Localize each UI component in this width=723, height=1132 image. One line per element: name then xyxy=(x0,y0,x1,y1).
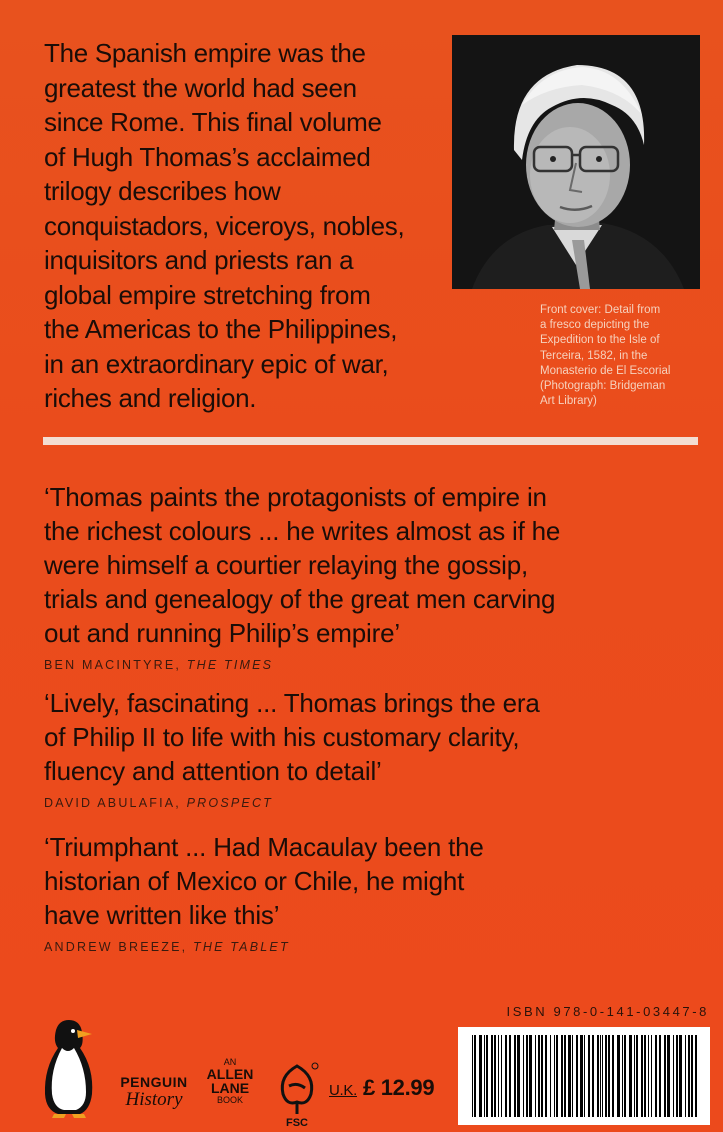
barcode-bar xyxy=(634,1035,635,1117)
barcode-bar xyxy=(673,1035,674,1117)
barcode-bar xyxy=(648,1035,649,1117)
brand-name: PENGUIN xyxy=(120,1074,188,1090)
price-amount: £ 12.99 xyxy=(362,1075,435,1100)
quote-line: ‘Lively, fascinating ... Thomas brings the era xyxy=(44,688,540,718)
barcode-bars xyxy=(458,1027,710,1125)
barcode-bar xyxy=(550,1035,551,1117)
blurb-line: conquistadors, viceroys, nobles, xyxy=(44,210,405,241)
barcode-bar xyxy=(486,1035,488,1117)
barcode-bar xyxy=(538,1035,540,1117)
allen-an: AN xyxy=(223,1057,237,1067)
quote-line: ‘Triumphant ... Had Macaulay been the xyxy=(44,832,484,862)
quote-attribution xyxy=(44,940,684,954)
blurb-line: riches and religion. xyxy=(44,383,257,413)
barcode-bar xyxy=(517,1035,520,1117)
blurb-line: trilogy describes how xyxy=(44,176,281,206)
barcode-bar xyxy=(588,1035,590,1117)
quote-line: have written like this’ xyxy=(44,900,280,930)
barcode-bar xyxy=(561,1035,563,1117)
quote-line: historian of Mexico or Chile, he might xyxy=(44,866,465,896)
barcode-bar xyxy=(572,1035,573,1117)
fsc-logo-icon xyxy=(273,1060,321,1128)
author-portrait-image xyxy=(452,35,700,289)
quote-line: of Philip II to life with his customary clarity, xyxy=(44,722,520,752)
barcode-bar xyxy=(529,1035,532,1117)
barcode-bar xyxy=(679,1035,682,1117)
barcode-bar xyxy=(629,1035,632,1117)
caption-line: Terceira, 1582, in the xyxy=(540,349,648,362)
caption-line: (Photograph: Bridgeman xyxy=(540,380,666,393)
barcode-bar xyxy=(664,1035,666,1117)
caption-line: Art Library) xyxy=(540,395,597,408)
quote-attribution xyxy=(44,796,684,810)
quote-line: were himself a courtier relaying the gossip, xyxy=(44,550,528,580)
barcode-bar xyxy=(523,1035,524,1117)
barcode-bar xyxy=(667,1035,670,1117)
reviewer-name: ANDREW BREEZE, xyxy=(44,940,193,954)
barcode-bar xyxy=(491,1035,493,1117)
barcode-bar xyxy=(617,1035,620,1117)
barcode-bar xyxy=(584,1035,585,1117)
caption-line: a fresco depicting the xyxy=(540,319,650,332)
blurb-line: the Americas to the Philippines, xyxy=(44,314,398,344)
barcode-bar xyxy=(641,1035,643,1117)
barcode-bar xyxy=(688,1035,690,1117)
allen-book: BOOK xyxy=(216,1095,243,1105)
barcode-bar xyxy=(501,1035,502,1117)
blurb-line: of Hugh Thomas’s acclaimed xyxy=(44,141,371,172)
barcode-bar xyxy=(556,1035,558,1117)
divider xyxy=(43,437,698,445)
barcode-bar xyxy=(545,1035,547,1117)
allen-lane-mark xyxy=(200,1057,260,1105)
price-region: U.K. xyxy=(329,1082,357,1099)
barcode-bar xyxy=(602,1035,603,1117)
isbn-number: ISBN 978-0-141-03447-8 xyxy=(506,1004,709,1019)
barcode-bar xyxy=(580,1035,583,1117)
barcode-bar xyxy=(691,1035,693,1117)
quote-line: fluency and attention to detail’ xyxy=(44,756,382,786)
barcode-bar xyxy=(474,1035,476,1117)
publication: PROSPECT xyxy=(186,796,274,810)
barcode-bar xyxy=(695,1035,697,1117)
barcode-bar xyxy=(472,1035,473,1117)
barcode-bar xyxy=(676,1035,678,1117)
barcode-bar xyxy=(514,1035,516,1117)
allen-allen: ALLEN xyxy=(206,1066,254,1082)
allen-lane: LANE xyxy=(210,1080,250,1096)
barcode-bar xyxy=(505,1035,507,1117)
barcode-bar xyxy=(576,1035,578,1117)
barcode-bar xyxy=(651,1035,652,1117)
blurb-line: since Rome. This final volume xyxy=(44,107,382,137)
blurb xyxy=(44,36,444,416)
reviewer-name: DAVID ABULAFIA, xyxy=(44,796,187,810)
barcode-bar xyxy=(622,1035,623,1117)
caption-line: Front cover: Detail from xyxy=(540,304,661,316)
barcode-bar xyxy=(564,1035,566,1117)
barcode-bar xyxy=(612,1035,614,1117)
blurb-line: The Spanish empire was the xyxy=(44,38,366,68)
caption-line: Monasterio de El Escorial xyxy=(540,364,671,377)
brand-imprint: History xyxy=(125,1089,183,1110)
blurb-line: global empire stretching from xyxy=(44,279,371,310)
barcode-bar xyxy=(605,1035,607,1117)
author-photo xyxy=(452,35,700,289)
fsc-label: FSC xyxy=(286,1117,308,1128)
barcode-bar xyxy=(498,1035,499,1117)
quote-line: trials and genealogy of the great men carving xyxy=(44,584,556,614)
barcode-bar xyxy=(541,1035,543,1117)
barcode-bar xyxy=(624,1035,626,1117)
barcode-bar xyxy=(479,1035,482,1117)
barcode-bar xyxy=(608,1035,610,1117)
review-quote xyxy=(44,686,684,810)
reviewer-name: BEN MACINTYRE, xyxy=(44,658,187,672)
publication: THE TABLET xyxy=(193,940,290,954)
cover-credit xyxy=(540,303,710,409)
barcode xyxy=(458,1027,710,1125)
barcode-bar xyxy=(592,1035,594,1117)
barcode-bar xyxy=(526,1035,528,1117)
price xyxy=(329,1075,434,1101)
quote-line: the richest colours ... he writes almost as if he xyxy=(44,516,561,546)
quote-line: ‘Thomas paints the protagonists of empire in xyxy=(44,482,547,512)
blurb-line: inquisitors and priests ran a xyxy=(44,245,354,275)
barcode-bar xyxy=(554,1035,555,1117)
barcode-bar xyxy=(509,1035,511,1117)
penguin-logo-icon xyxy=(40,1018,98,1118)
blurb-line: in an extraordinary epic of war, xyxy=(44,348,389,379)
blurb-line: greatest the world had seen xyxy=(44,72,357,103)
barcode-bar xyxy=(600,1035,601,1117)
barcode-bar xyxy=(644,1035,646,1117)
penguin-brand xyxy=(114,1074,194,1110)
review-quote xyxy=(44,830,684,954)
barcode-bar xyxy=(494,1035,496,1117)
barcode-bar xyxy=(636,1035,638,1117)
barcode-bar xyxy=(655,1035,657,1117)
barcode-bar xyxy=(535,1035,536,1117)
barcode-bar xyxy=(659,1035,661,1117)
barcode-bar xyxy=(597,1035,599,1117)
barcode-bar xyxy=(685,1035,686,1117)
caption-line: Expedition to the Isle of xyxy=(540,334,660,347)
barcode-bar xyxy=(484,1035,485,1117)
barcode-bar xyxy=(568,1035,571,1117)
review-quote xyxy=(44,480,684,672)
publication: THE TIMES xyxy=(186,658,274,672)
quote-line: out and running Philip’s empire’ xyxy=(44,618,400,648)
quote-attribution xyxy=(44,658,684,672)
